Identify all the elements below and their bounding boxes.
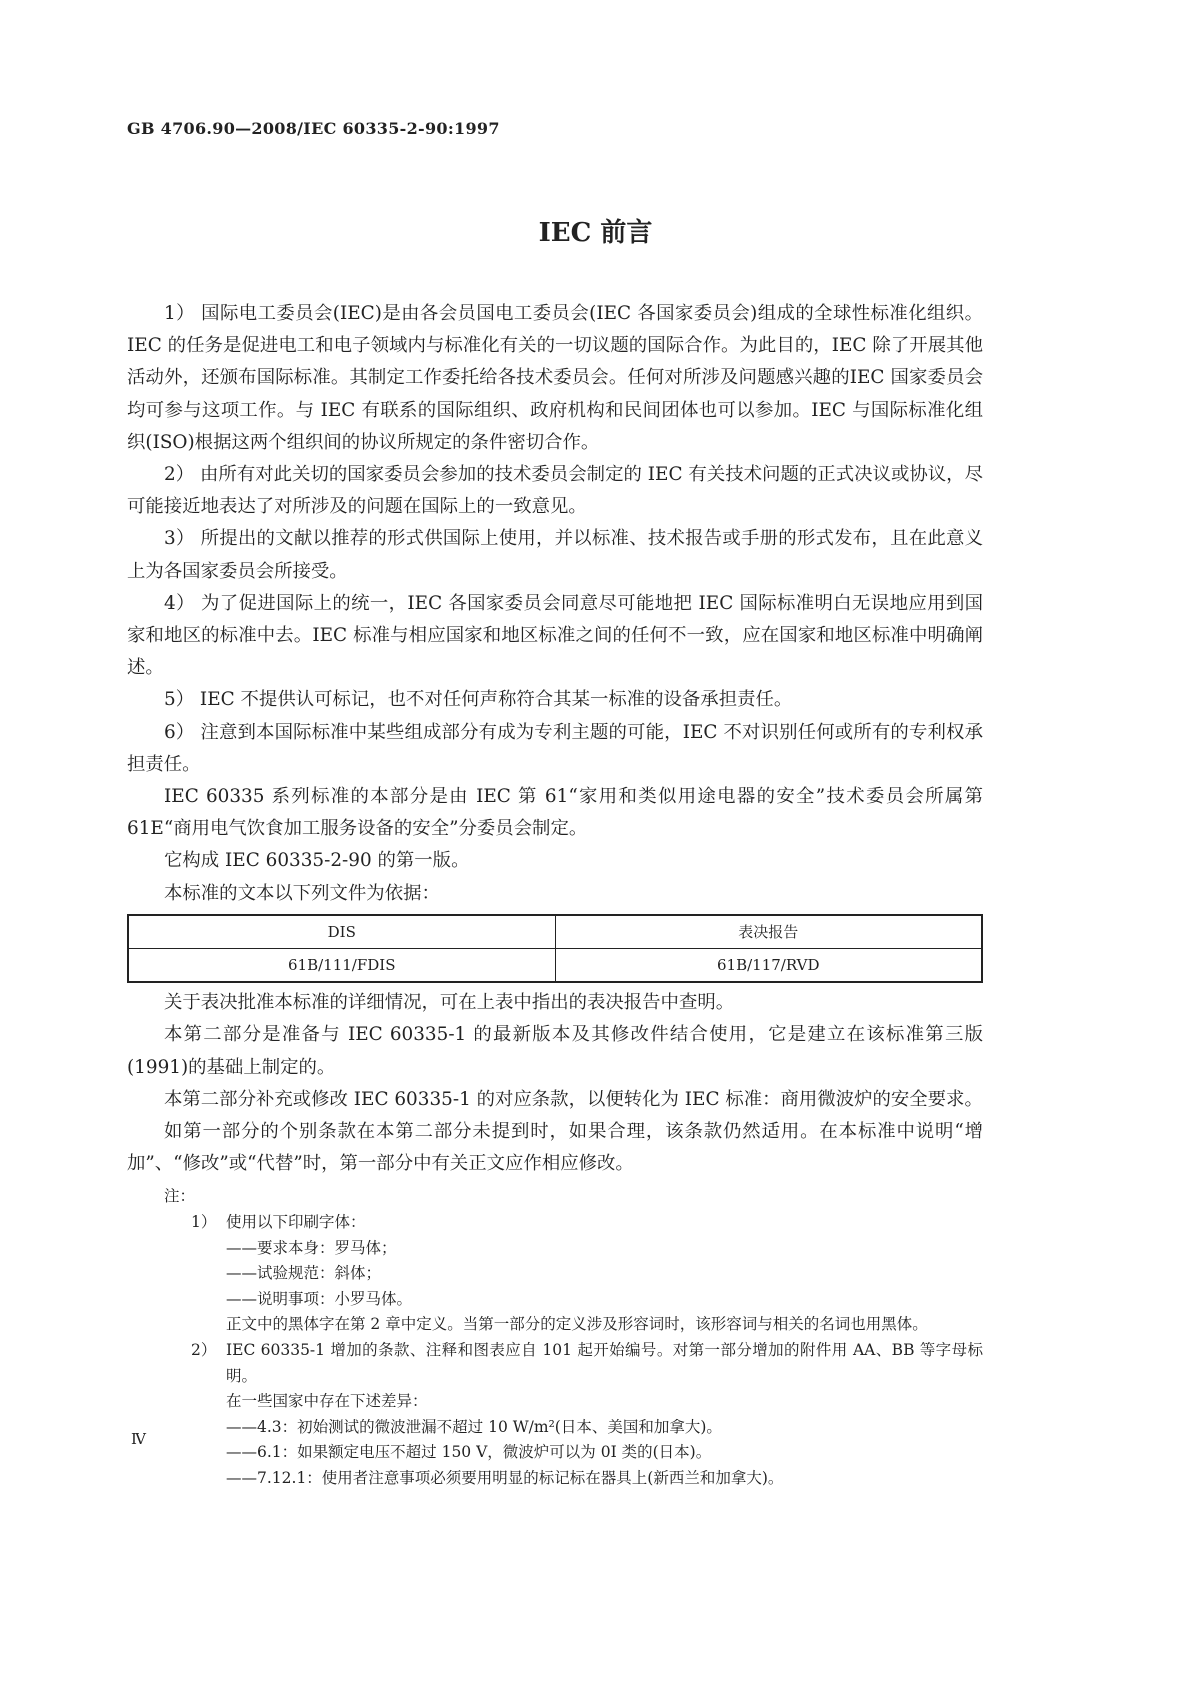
running-header: GB 4706.90—2008/IEC 60335-2-90:1997 — [127, 119, 500, 138]
note-subline: ——试验规范：斜体； — [226, 1264, 382, 1283]
page-number: Ⅳ — [131, 1430, 146, 1448]
paragraph: 1） 国际电工委员会(IEC)是由各会员国电工委员会(IEC 各国家委员会)组成的全球性标准化组织。IEC 的任务是促进电工和电子领域内与标准化有关的一切议题的国际合作。为此目的，IEC 除了开展其他活动外，还颁布国际标准。其制定工作委托给各技术委员会。任何对所涉及问题感兴趣的IEC 国家委员会均可参与这项工作。与 IEC 有联系的国际组织、政府机构和民间团体也可以参加。IEC 与国际标准化组织(ISO)根据这两个组织间的协议所规定的条件密切合作。 — [127, 303, 983, 453]
note-text: 使用以下印刷字体： — [226, 1213, 366, 1232]
table-header-cell: DIS — [128, 915, 555, 949]
note-number: 2） — [191, 1341, 217, 1360]
table-row — [128, 949, 982, 983]
note-subline: 正文中的黑体字在第 2 章中定义。当第一部分的定义涉及形容词时，该形容词与相关的名词也用黑体。 — [226, 1315, 928, 1334]
paragraph: 4） 为了促进国际上的统一，IEC 各国家委员会同意尽可能地把 IEC 国际标准明白无误地应用到国家和地区的标准中去。IEC 标准与相应国家和地区标准之间的任何不一致，应在国家和地区标准中明确阐述。 — [127, 592, 983, 679]
notes-label: 注： — [164, 1187, 196, 1206]
paragraph: IEC 60335 系列标准的本部分是由 IEC 第 61“家用和类似用途电器的安全”技术委员会所属第 61E“商用电气饮食加工服务设备的安全”分委员会制定。 — [127, 786, 983, 840]
notes-section — [127, 1184, 983, 1491]
note-subline: ——6.1：如果额定电压不超过 150 V，微波炉可以为 0I 类的(日本)。 — [226, 1443, 712, 1462]
note-subline: 在一些国家中存在下述差异： — [226, 1392, 428, 1411]
paragraph: 本标准的文本以下列文件为依据： — [164, 882, 440, 904]
note-subline: ——4.3：初始测试的微波泄漏不超过 10 W/m²(日本、美国和加拿大)。 — [226, 1417, 722, 1436]
paragraph: 本第二部分是准备与 IEC 60335-1 的最新版本及其修改件结合使用，它是建立在该标准第三版(1991)的基础上制定的。 — [127, 1024, 983, 1078]
note-item — [127, 1338, 983, 1389]
table-cell: 61B/111/FDIS — [128, 949, 555, 983]
paragraph: 本第二部分补充或修改 IEC 60335-1 的对应条款，以便转化为 IEC 标准：商用微波炉的安全要求。 — [164, 1088, 983, 1110]
note-text: IEC 60335-1 增加的条款、注释和图表应自 101 起开始编号。对第一部分增加的附件用 AA、BB 等字母标明。 — [226, 1341, 983, 1385]
paragraph: 6） 注意到本国际标准中某些组成部分有成为专利主题的可能，IEC 不对识别任何或所有的专利权承担责任。 — [127, 721, 983, 775]
paragraph: 如第一部分的个别条款在本第二部分未提到时，如果合理，该条款仍然适用。在本标准中说明“增加”、“修改”或“代替”时，第一部分中有关正文应作相应修改。 — [127, 1121, 983, 1175]
paragraph: 3） 所提出的文献以推荐的形式供国际上使用，并以标准、技术报告或手册的形式发布，且在此意义上为各国家委员会所接受。 — [127, 528, 983, 582]
document-body — [127, 298, 983, 1492]
page-title: IEC 前言 — [538, 218, 653, 248]
document-table — [127, 914, 983, 983]
note-item — [127, 1210, 983, 1236]
note-number: 1） — [191, 1213, 217, 1232]
paragraph: 关于表决批准本标准的详细情况，可在上表中指出的表决报告中查明。 — [164, 992, 735, 1014]
paragraph: 它构成 IEC 60335-2-90 的第一版。 — [164, 850, 470, 872]
note-subline: ——7.12.1：使用者注意事项必须要用明显的标记标在器具上(新西兰和加拿大)。 — [226, 1469, 784, 1488]
paragraph: 5） IEC 不提供认可标记，也不对任何声称符合其某一标准的设备承担责任。 — [164, 689, 793, 711]
note-subline: ——说明事项：小罗马体。 — [226, 1289, 413, 1308]
note-subline: ——要求本身：罗马体； — [226, 1238, 397, 1257]
table-header-cell: 表决报告 — [555, 915, 982, 949]
table-cell: 61B/117/RVD — [555, 949, 982, 983]
paragraph: 2） 由所有对此关切的国家委员会参加的技术委员会制定的 IEC 有关技术问题的正式决议或协议，尽可能接近地表达了对所涉及的问题在国际上的一致意见。 — [127, 464, 983, 518]
table-header-row — [128, 915, 982, 949]
